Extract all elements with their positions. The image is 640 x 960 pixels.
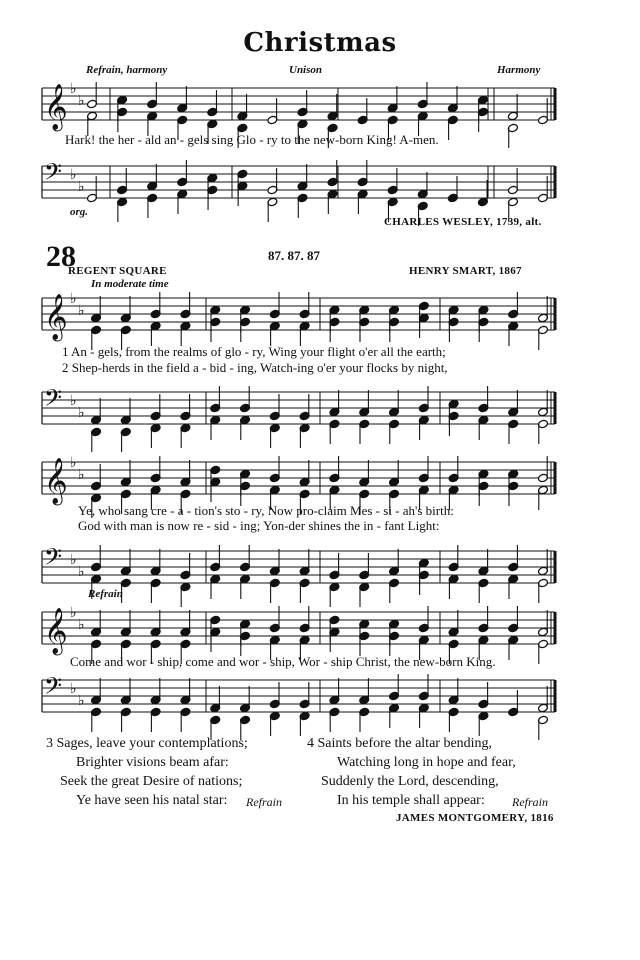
tune-name: REGENT SQUARE: [68, 265, 167, 277]
flat-icon: ♭: [78, 303, 85, 319]
flat-icon: ♭: [70, 167, 77, 183]
refrain-label: Refrain: [88, 588, 123, 600]
flat-icon: ♭: [78, 693, 85, 709]
system1-lyric-2: 2 Shep-herds in the field a - bid - ing, Watch-ing o'er your flocks by night,: [62, 360, 448, 375]
harmony-label: Harmony: [497, 64, 541, 76]
words-attribution: JAMES MONTGOMERY, 1816: [396, 812, 554, 824]
composer: HENRY SMART, 1867: [409, 265, 522, 277]
treble-clef-icon: 𝄞: [44, 458, 68, 504]
flat-icon: ♭: [70, 81, 77, 97]
bass-clef-icon: 𝄢: [44, 672, 63, 705]
refrain-harmony-label: Refrain, harmony: [86, 64, 168, 76]
verse-3-number: 3: [46, 736, 53, 751]
system3-lyric-1: Come and wor - ship, come and wor - ship, Wor - ship Christ, the new-born King.: [70, 654, 496, 669]
treble-staff-1: [0, 291, 640, 340]
bass-clef-icon: 𝄢: [44, 384, 63, 417]
verse-4-refrain: Refrain: [512, 795, 548, 809]
unison-label: Unison: [289, 64, 323, 76]
flat-icon: ♭: [70, 393, 77, 409]
verse-3: [46, 734, 248, 810]
bass-clef-icon: 𝄢: [44, 543, 63, 576]
flat-icon: ♭: [78, 564, 85, 580]
page-title: Christmas: [243, 28, 397, 58]
top-lyric-line: Hark! the her - ald an - gels sing Glo - ry to the new-born King! A-men.: [65, 132, 439, 147]
flat-icon: ♭: [78, 617, 85, 633]
flat-icon: ♭: [78, 179, 85, 195]
system2-lyric-2: God with man is now re - sid - ing; Yon-der shines the in - fant Light:: [78, 518, 440, 533]
flat-icon: ♭: [70, 291, 77, 307]
flat-icon: ♭: [78, 405, 85, 421]
flat-icon: ♭: [70, 552, 77, 568]
verse-3-line-3: Seek the great Desire of nations;: [60, 774, 243, 789]
treble-staff-top: [0, 81, 640, 130]
treble-clef-icon: 𝄞: [44, 294, 68, 340]
flat-icon: ♭: [78, 467, 85, 483]
verse-4-line-2: Watching long in hope and fear,: [337, 755, 516, 770]
treble-clef-icon: 𝄞: [44, 608, 68, 654]
verse-3-line-4: Ye have seen his natal star:: [76, 793, 228, 808]
org-label: org.: [70, 206, 89, 218]
treble-staff-3: [0, 605, 640, 654]
system1-lyric-1: 1 An - gels, from the realms of glo - ry, Wing your flight o'er all the earth;: [62, 344, 446, 359]
system2-lyric-1: Ye, who sang cre - a - tion's sto - ry, Now pro-claim Mes - si - ah's birth:: [78, 503, 454, 518]
flat-icon: ♭: [70, 681, 77, 697]
verse-4-line-1: Saints before the altar bending,: [317, 736, 493, 751]
hymn-meter: 87. 87. 87: [268, 248, 320, 263]
bass-staff-1: [0, 384, 640, 428]
bass-staff-3: [0, 672, 640, 716]
wesley-attribution: CHARLES WESLEY, 1739, alt.: [384, 216, 542, 228]
bass-clef-icon: 𝄢: [44, 158, 63, 191]
bass-staff-2: [0, 543, 640, 587]
flat-icon: ♭: [70, 455, 77, 471]
treble-clef-icon: 𝄞: [44, 84, 68, 130]
verse-3-line-2: Brighter visions beam afar:: [76, 755, 229, 770]
tempo-marking: In moderate time: [91, 278, 169, 290]
flat-icon: ♭: [70, 605, 77, 621]
verse-4-line-4: In his temple shall appear:: [337, 793, 485, 808]
hymn-number: 28: [46, 240, 76, 273]
verse-4-number: 4: [307, 736, 314, 751]
flat-icon: ♭: [78, 93, 85, 109]
treble-staff-2: [0, 455, 640, 504]
verse-3-refrain: Refrain: [246, 795, 282, 809]
verse-4-line-3: Suddenly the Lord, descending,: [321, 774, 499, 789]
verse-3-line-1: Sages, leave your contemplations;: [56, 736, 248, 751]
verse-4: [307, 734, 516, 810]
bass-staff-top: [0, 158, 640, 202]
